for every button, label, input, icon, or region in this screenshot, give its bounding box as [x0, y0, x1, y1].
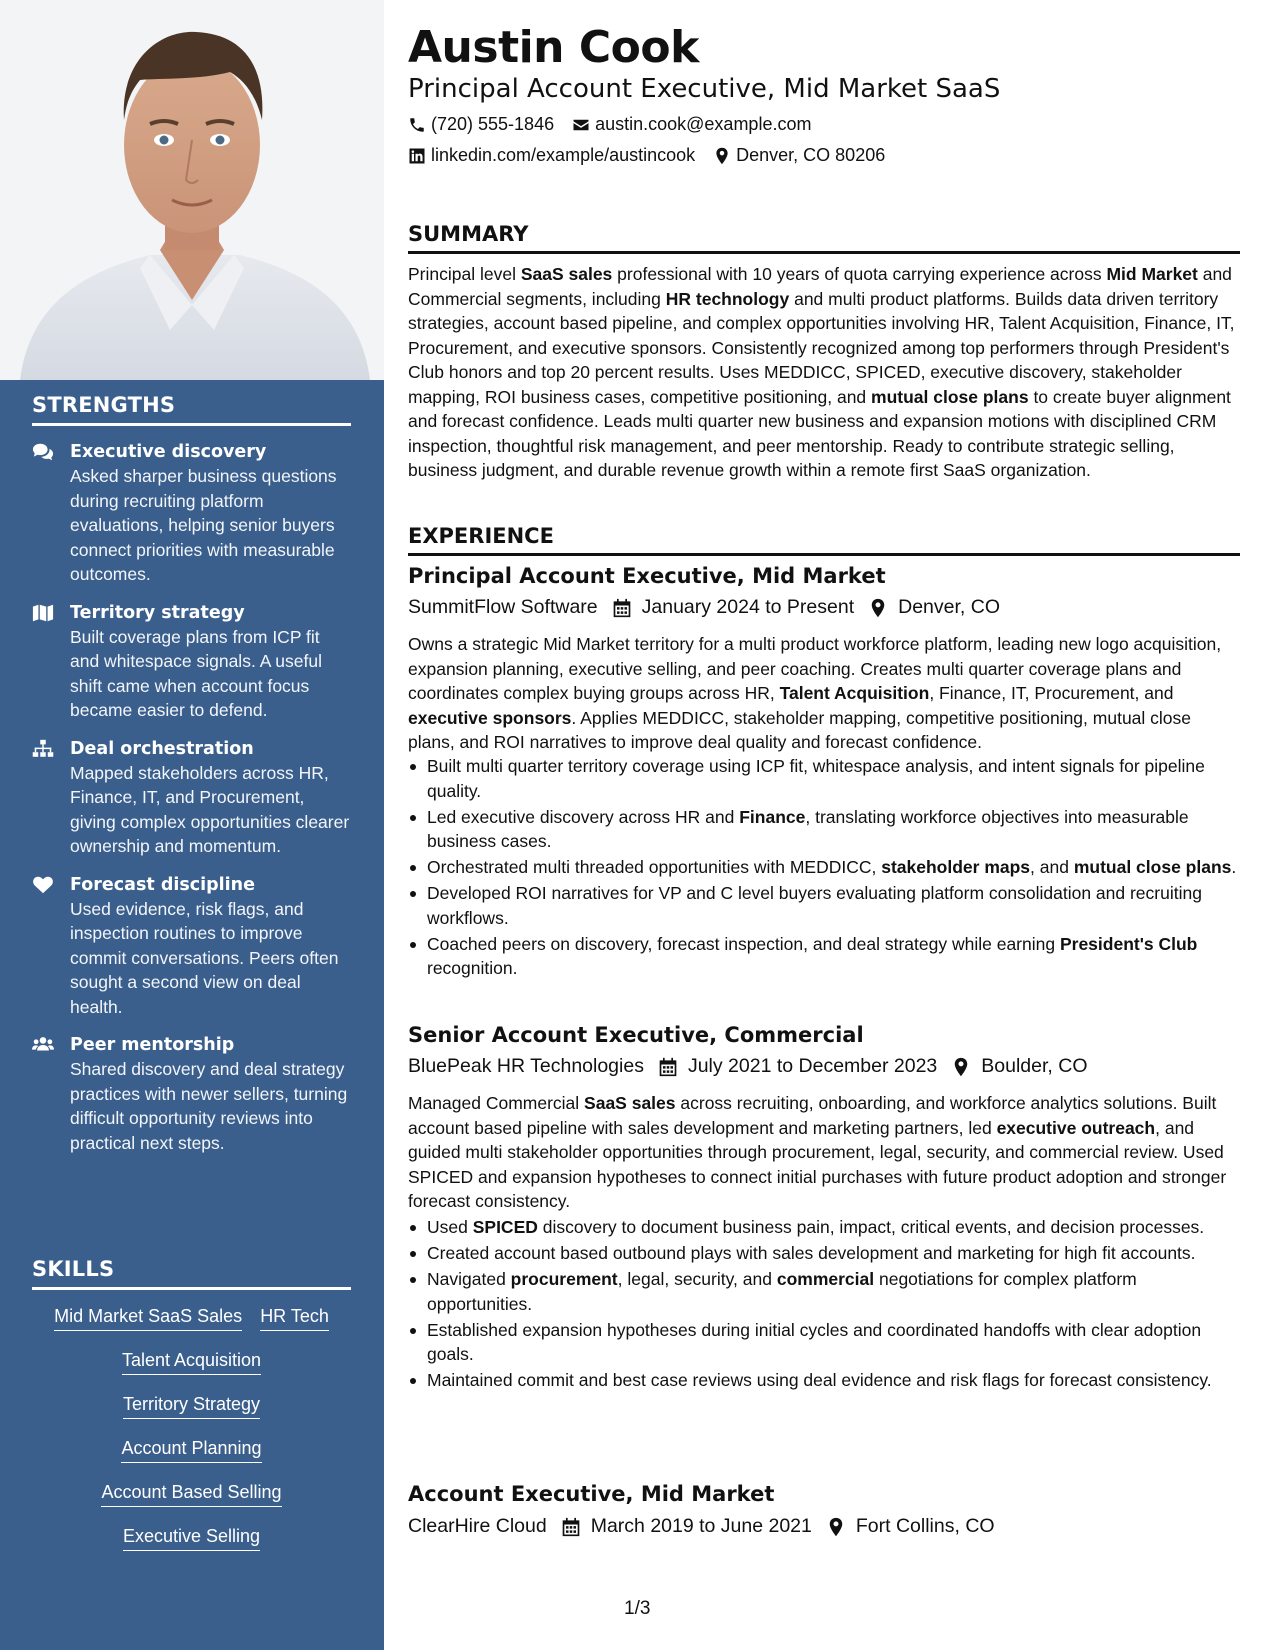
skill-tag: Account Planning [121, 1436, 261, 1463]
linkedin-url[interactable]: linkedin.com/example/austincook [431, 145, 696, 165]
comments-icon [32, 440, 70, 587]
summary-text: Principal level SaaS sales professional with 10 years of quota carrying experience across Mid Market and Commercial segments, including HR technology and multi product platforms. Builds data driven territory strategies, account based pipeline, and complex opportunities involving HR, Talent Acquisition, Finance, IT, Procurement, and executive sponsors. Consistently recognized among top performers through President's Club honors and top 20 percent results. Uses MEDDICC, SPICED, executive discovery, stakeholder mapping, ROI business cases, competitive positioning, and mutual close plans to create buyer alignment and forecast confidence. Leads multi quarter new business and expansion motions with disciplined CRM inspection, thoughtful risk management, and peer mentorship. Ready to contribute strategic selling, business judgment, and durable revenue growth within a remote first SaaS organization. [408, 264, 1235, 480]
contact-row [408, 114, 811, 135]
job-bullets [408, 1215, 1240, 1394]
job-dates: March 2019 to June 2021 [590, 1515, 812, 1537]
list-item: Orchestrated multi threaded opportunities with MEDDICC, stakeholder maps, and mutual close plans. [408, 855, 1240, 880]
job-location: Fort Collins, CO [855, 1515, 995, 1537]
skills-row [32, 1524, 351, 1551]
email-contact [572, 114, 811, 135]
skills-heading: SKILLS [32, 1257, 351, 1290]
skills-row [32, 1392, 351, 1419]
job-bullets [408, 754, 1240, 982]
strength-desc: Asked sharper business questions during recruiting platform evaluations, helping senior buyers connect priorities with measurable outcomes. [70, 466, 337, 584]
phone-number[interactable]: (720) 555-1846 [431, 114, 555, 134]
profile-photo [0, 0, 384, 380]
envelope-icon [572, 116, 590, 134]
skill-tag: Mid Market SaaS Sales [54, 1304, 242, 1331]
map-marker-icon [951, 1057, 971, 1077]
skills-row [32, 1348, 351, 1375]
contact-row [408, 145, 885, 166]
list-item: Used SPICED discovery to document business pain, impact, critical events, and decision processes. [408, 1215, 1240, 1240]
skills-row [32, 1436, 351, 1463]
job-title: Senior Account Executive, Commercial [408, 1023, 864, 1047]
heart-icon [32, 873, 70, 1020]
skills-row [32, 1304, 351, 1331]
job-location: Denver, CO [898, 596, 1000, 618]
job-meta [408, 1515, 995, 1538]
candidate-name: Austin Cook [408, 22, 699, 73]
skill-tag: HR Tech [260, 1304, 329, 1331]
strength-item [32, 601, 351, 723]
list-item: Navigated procurement, legal, security, and commercial negotiations for complex platform opportunities. [408, 1267, 1240, 1316]
job-description: Owns a strategic Mid Market territory for a multi product workforce platform, leading new logo acquisition, expansion planning, executive selling, and peer coaching. Creates multi quarter coverage plans and coordinates complex buying groups across HR, Talent Acquisition, Finance, IT, Procurement, and executive sponsors. Applies MEDDICC, stakeholder mapping, competitive positioning, mutual close plans, and ROI narratives to improve deal quality and forecast confidence. [408, 634, 1222, 752]
linkedin-icon [408, 147, 426, 165]
company-name: BluePeak HR Technologies [408, 1055, 644, 1077]
list-item: Coached peers on discovery, forecast inspection, and deal strategy while earning President's Club recognition. [408, 932, 1240, 981]
email-address[interactable]: austin.cook@example.com [595, 114, 812, 134]
skill-tag: Territory Strategy [123, 1392, 260, 1419]
list-item: Led executive discovery across HR and Finance, translating workforce objectives into measurable business cases. [408, 805, 1240, 854]
map-marker-icon [713, 147, 731, 165]
skills-row [32, 1480, 351, 1507]
job-meta [408, 1055, 1088, 1078]
strength-title: Territory strategy [70, 602, 245, 623]
strength-title: Deal orchestration [70, 738, 254, 759]
sidebar [0, 0, 384, 1650]
strength-desc: Shared discovery and deal strategy practices with newer sellers, turning difficult opportunity reviews into practical next steps. [70, 1059, 348, 1153]
strengths-heading: STRENGTHS [32, 393, 351, 426]
job-title: Account Executive, Mid Market [408, 1482, 775, 1506]
phone-contact [408, 114, 554, 135]
list-item: Built multi quarter territory coverage using ICP fit, whitespace analysis, and intent signals for pipeline quality. [408, 754, 1240, 803]
job-location: Boulder, CO [981, 1055, 1088, 1077]
job-dates: July 2021 to December 2023 [687, 1055, 938, 1077]
map-marker-icon [826, 1517, 846, 1537]
candidate-role: Principal Account Executive, Mid Market SaaS [408, 74, 1001, 104]
list-item: Created account based outbound plays with sales development and marketing for high fit accounts. [408, 1241, 1240, 1266]
job-dates: January 2024 to Present [641, 596, 855, 618]
page-number: 1/3 [624, 1598, 651, 1619]
location-text: Denver, CO 80206 [736, 145, 886, 165]
strength-desc: Mapped stakeholders across HR, Finance, IT, and Procurement, giving complex opportunities clearer ownership and momentum. [70, 762, 350, 856]
skills-section [32, 1257, 351, 1568]
strength-desc: Used evidence, risk flags, and inspection routines to improve commit conversations. Peers often sought a second view on deal health. [70, 898, 339, 1017]
strength-item [32, 873, 351, 1020]
strengths-section [32, 393, 351, 1169]
strength-title: Peer mentorship [70, 1035, 235, 1055]
skill-tag: Talent Acquisition [122, 1348, 261, 1375]
list-item: Maintained commit and best case reviews using deal evidence and risk flags for forecast consistency. [408, 1368, 1240, 1393]
strength-item [32, 737, 351, 859]
skill-tag: Executive Selling [123, 1524, 260, 1551]
strength-desc: Built coverage plans from ICP fit and whitespace signals. A useful shift came when account focus became easier to defend. [70, 626, 322, 720]
map-marker-icon [868, 598, 888, 618]
skill-tag: Account Based Selling [101, 1480, 281, 1507]
company-name: ClearHire Cloud [408, 1515, 547, 1537]
job-title: Principal Account Executive, Mid Market [408, 564, 886, 588]
strength-item [32, 440, 351, 587]
location-contact [713, 145, 885, 166]
list-item: Developed ROI narratives for VP and C level buyers evaluating platform consolidation and recruiting workflows. [408, 881, 1240, 930]
strength-title: Executive discovery [70, 442, 267, 462]
job-meta [408, 596, 1000, 619]
calendar-icon [561, 1517, 581, 1537]
experience-heading: EXPERIENCE [408, 524, 1240, 556]
list-item: Established expansion hypotheses during initial cycles and coordinated handoffs with clear adoption goals. [408, 1318, 1240, 1367]
calendar-icon [612, 598, 632, 618]
summary-heading: SUMMARY [408, 222, 1240, 254]
sitemap-icon [32, 737, 70, 859]
users-icon [32, 1033, 70, 1155]
strength-title: Forecast discipline [70, 874, 255, 895]
strength-item [32, 1033, 351, 1155]
company-name: SummitFlow Software [408, 596, 598, 618]
calendar-icon [658, 1057, 678, 1077]
linkedin-contact [408, 145, 695, 166]
phone-icon [408, 116, 426, 134]
map-icon [32, 601, 70, 723]
profile-photo-illustration [0, 0, 384, 380]
job-description: Managed Commercial SaaS sales across recruiting, onboarding, and workforce analytics solutions. Built account based pipeline with sales development and marketing partners, led executive outreach, and guided multi stakeholder opportunities through procurement, legal, security, and commercial review. Used SPICED and expansion hypotheses to connect initial purchases with future product adoption and stronger forecast consistency. [408, 1093, 1227, 1211]
